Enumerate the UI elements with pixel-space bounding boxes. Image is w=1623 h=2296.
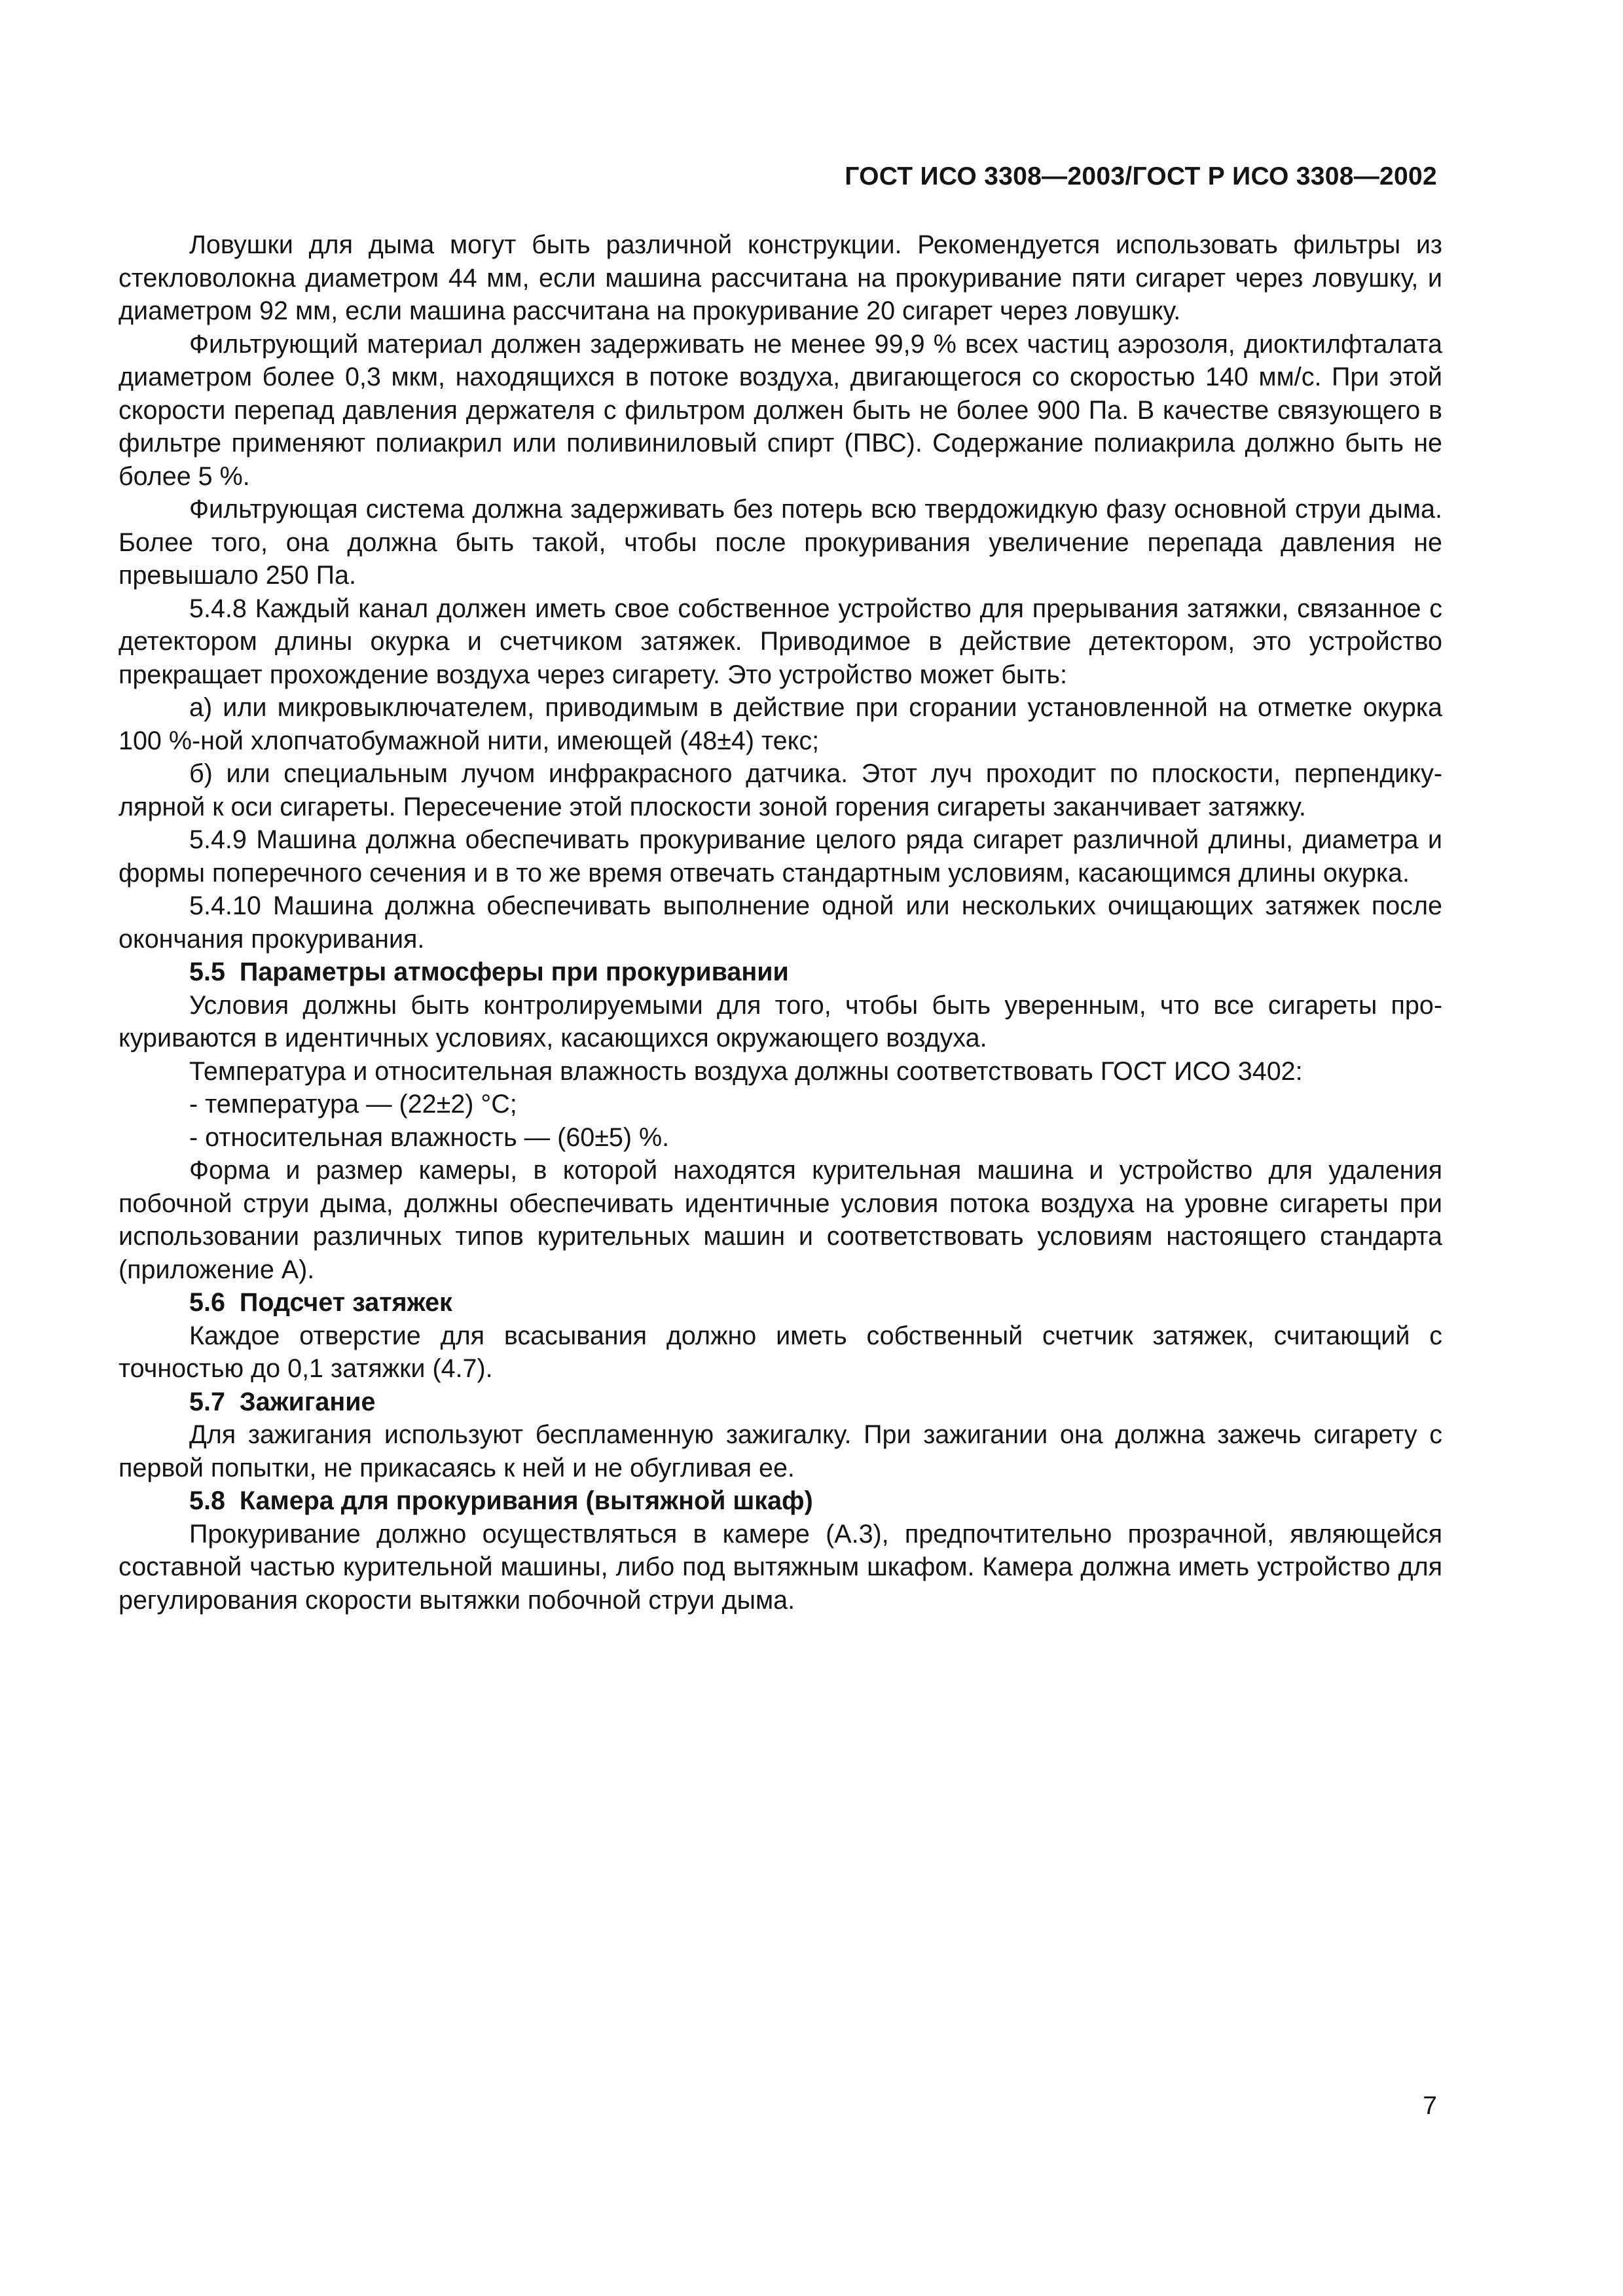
paragraph-smoke-traps: Ловушки для дыма могут быть различной конструкции. Рекомендуется использовать фильтры из стекловолокна диаметром 44 мм, если машина рассчитана на прокуривание пяти сигарет через ловушку, и диаметром 92 мм, если машина рассчитана на прокуривание 20 сигарет через ловушку. — [119, 230, 1442, 325]
list-item-a: а) или микровыключателем, приводимым в действие при сгорании установленной на отметке окурка 100 %-ной хлопчатобумажной нити, имеющей (48±4) текс; — [119, 693, 1442, 755]
section-number: 5.6 — [189, 1288, 225, 1317]
section-title: Камера для прокуривания (вытяжной шкаф) — [239, 1486, 813, 1515]
section-number: 5.5 — [189, 958, 225, 986]
paragraph-conditions: Условия должны быть контролируемыми для того, чтобы быть уверенным, что все сигареты прокуриваются в идентичных условиях, касающихся окружающего воздуха. — [119, 990, 1442, 1052]
paragraph-lighting: Для зажигания используют беспламенную зажигалку. При зажигании она должна зажечь сигарету с первой попытки, не прикасаясь к ней и не обугливая ее. — [119, 1420, 1442, 1482]
clause-5-4-10: 5.4.10 Машина должна обеспечивать выполнение одной или нескольких очищающих затяжек после окончания прокуривания. — [119, 891, 1442, 954]
section-number: 5.8 — [189, 1486, 225, 1515]
list-item-b: б) или специальным лучом инфракрасного датчика. Этот луч проходит по плоскости, перпендикулярной к оси сигареты. Пересечение этой плоскости зоной горения сигареты заканчивает затяжку. — [119, 759, 1442, 821]
paragraph-puff-counter: Каждое отверстие для всасывания должно иметь собственный счетчик затяжек, считающий с точностью до 0,1 затяжки (4.7). — [119, 1321, 1442, 1383]
section-heading-5-7 — [119, 1386, 1442, 1419]
paragraph-filter-system: Фильтрующая система должна задерживать без потерь всю твердожидкую фазу основной струи дыма. Более того, она должна быть такой, чтобы после прокуривания увеличение перепада давления не превышало 250 Па. — [119, 495, 1442, 590]
running-header: ГОСТ ИСО 3308—2003/ГОСТ Р ИСО 3308—2002 — [845, 162, 1437, 190]
clause-5-4-8: 5.4.8 Каждый канал должен иметь свое собственное устройство для прерывания затяжки, связанное с детектором длины окурка и счетчиком затяжек. Приводимое в действие детектором, это устройство прекращает прохождение воздуха через сигарету. Это устройство может быть: — [119, 594, 1442, 689]
section-heading-5-6 — [119, 1286, 1442, 1319]
list-item-temperature: - температура — (22±2) °С; — [189, 1090, 517, 1119]
section-title: Параметры атмосферы при прокуривании — [239, 958, 789, 986]
list-item-humidity: - относительная влажность — (60±5) %. — [189, 1122, 670, 1152]
paragraph-chamber-form: Форма и размер камеры, в которой находятся курительная машина и устройство для удаления побочной струи дыма, должны обеспечивать идентичные условия потока воздуха на уровне сигареты при использовании различных типов курительных машин и соответствовать условиям настоящего стандарта (приложение А). — [119, 1156, 1442, 1284]
section-heading-5-8 — [119, 1484, 1442, 1518]
section-title: Зажигание — [239, 1387, 376, 1416]
section-title: Подсчет затяжек — [239, 1288, 452, 1317]
paragraph-filter-material: Фильтрующий материал должен задерживать не менее 99,9 % всех частиц аэрозоля, диоктилфталата диаметром более 0,3 мкм, находящихся в потоке воздуха, двигающегося со скоростью 140 мм/с. При этой скорости перепад давления держателя с фильтром должен быть не более 900 Па. В качестве связующего в фильтре применяют полиакрил или поливиниловый спирт (ПВС). Содержание полиакрила должно быть не более 5 %. — [119, 329, 1442, 491]
page-number: 7 — [1423, 2092, 1437, 2120]
paragraph-temperature-humidity: Температура и относительная влажность воздуха должны соответствовать ГОСТ ИСО 3402: — [189, 1056, 1303, 1086]
paragraph-smoking-chamber: Прокуривание должно осуществляться в камере (А.3), предпочтительно прозрачной, являющейся составной частью курительной машины, либо под вытяжным шкафом. Камера должна иметь устройство для регулирования скорости вытяжки побочной струи дыма. — [119, 1519, 1442, 1615]
document-body — [119, 228, 1442, 1617]
section-heading-5-5 — [119, 956, 1442, 989]
section-number: 5.7 — [189, 1387, 225, 1416]
clause-5-4-9: 5.4.9 Машина должна обеспечивать прокуривание целого ряда сигарет различной длины, диаметра и формы поперечного сечения и в то же время отвечать стандартным условиям, касающимся длины окурка. — [119, 825, 1442, 888]
